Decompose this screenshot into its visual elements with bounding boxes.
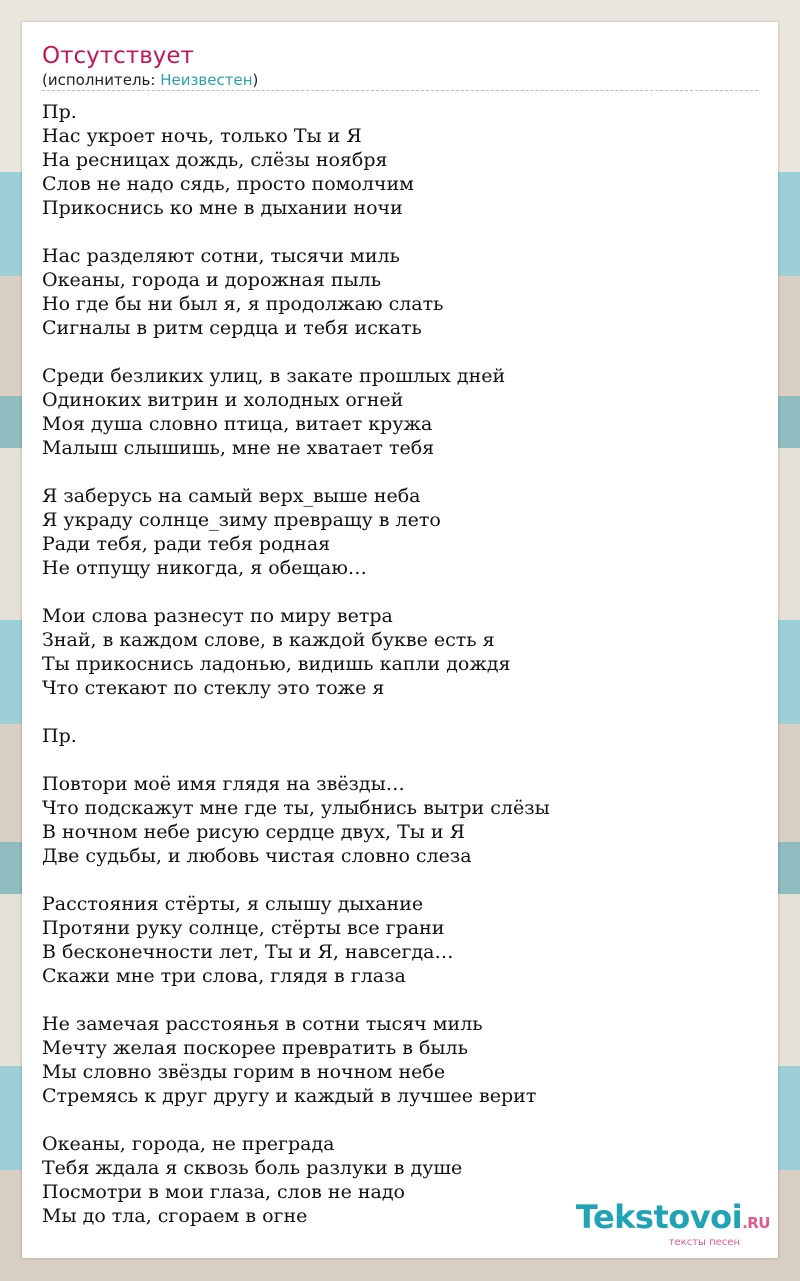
lyric-line: Повтори моё имя глядя на звёзды…: [42, 773, 405, 795]
lyrics-text: [42, 100, 758, 1228]
lyric-line: Что стекают по стеклу это тоже я: [42, 677, 385, 699]
lyric-line: Две судьбы, и любовь чистая словно слеза: [42, 845, 472, 867]
lyric-line: В бесконечности лет, Ты и Я, навсегда…: [42, 941, 454, 963]
lyric-line: Не замечая расстоянья в сотни тысяч миль: [42, 1013, 483, 1035]
lyric-line: [42, 580, 758, 604]
lyric-line: Но где бы ни был я, я продолжаю слать: [42, 293, 444, 315]
lyric-line: Сигналы в ритм сердца и тебя искать: [42, 317, 422, 339]
site-logo[interactable]: [576, 1200, 770, 1248]
lyric-line: [42, 460, 758, 484]
lyric-line: Одиноких витрин и холодных огней: [42, 389, 404, 411]
lyric-line: [42, 988, 758, 1012]
lyric-line: Слов не надо сядь, просто помолчим: [42, 173, 414, 195]
logo-wordmark: [576, 1200, 770, 1240]
lyric-line: Стремясь к друг другу и каждый в лучшее верит: [42, 1085, 537, 1107]
lyric-line: Мы словно звёзды горим в ночном небе: [42, 1061, 446, 1083]
lyric-line: [42, 700, 758, 724]
lyric-line: Знай, в каждом слове, в каждой букве есть я: [42, 629, 495, 651]
lyric-line: Пр.: [42, 101, 77, 123]
lyric-line: Мои слова разнесут по миру ветра: [42, 605, 393, 627]
lyric-line: Среди безликих улиц, в закате прошлых дней: [42, 365, 506, 387]
lyric-line: [42, 220, 758, 244]
lyric-line: Мы до тла, сгораем в огне: [42, 1205, 308, 1227]
lyric-line: Океаны, города и дорожная пыль: [42, 269, 382, 291]
lyric-line: На ресницах дождь, слёзы ноября: [42, 149, 388, 171]
lyric-line: [42, 868, 758, 892]
lyric-line: Мечту желая поскорее превратить в быль: [42, 1037, 468, 1059]
lyric-line: [42, 340, 758, 364]
artist-link[interactable]: Неизвестен: [160, 71, 253, 89]
lyric-line: Ради тебя, ради тебя родная: [42, 533, 331, 555]
artist-prefix: (исполнитель:: [42, 71, 161, 89]
lyric-line: [42, 748, 758, 772]
lyric-line: Нас разделяют сотни, тысячи миль: [42, 245, 400, 267]
lyric-line: Посмотри в мои глаза, слов не надо: [42, 1181, 405, 1203]
lyric-line: Что подскажут мне где ты, улыбнись вытри слёзы: [42, 797, 550, 819]
logo-suffix: .RU: [742, 1214, 770, 1232]
lyric-line: Расстояния стёрты, я слышу дыхание: [42, 893, 424, 915]
lyric-line: Прикоснись ко мне в дыхании ночи: [42, 197, 403, 219]
lyric-line: Океаны, города, не преграда: [42, 1133, 335, 1155]
artist-suffix: ): [252, 71, 259, 89]
title-divider: [42, 90, 758, 91]
logo-name: Tekstovoi: [575, 1198, 743, 1236]
lyric-line: Скажи мне три слова, глядя в глаза: [42, 965, 406, 987]
lyric-line: Я украду солнце_зиму превращу в лето: [42, 509, 441, 531]
lyric-line: Ты прикоснись ладонью, видишь капли дождя: [42, 653, 511, 675]
lyric-line: Нас укроет ночь, только Ты и Я: [42, 125, 362, 147]
artist-line: [42, 71, 258, 89]
song-title: Отсутствует: [42, 43, 194, 69]
lyric-line: Пр.: [42, 725, 77, 747]
lyrics-card: [22, 22, 778, 1258]
lyric-line: Не отпущу никогда, я обещаю…: [42, 557, 367, 579]
lyric-line: Тебя ждала я сквозь боль разлуки в душе: [42, 1157, 463, 1179]
lyric-line: Моя душа словно птица, витает кружа: [42, 413, 433, 435]
lyric-line: Протяни руку солнце, стёрты все грани: [42, 917, 445, 939]
lyric-line: [42, 1108, 758, 1132]
lyric-line: Малыш слышишь, мне не хватает тебя: [42, 437, 435, 459]
lyric-line: Я заберусь на самый верх_выше неба: [42, 485, 421, 507]
lyric-line: В ночном небе рисую сердце двух, Ты и Я: [42, 821, 465, 843]
logo-tagline: тексты песен: [668, 1237, 740, 1248]
